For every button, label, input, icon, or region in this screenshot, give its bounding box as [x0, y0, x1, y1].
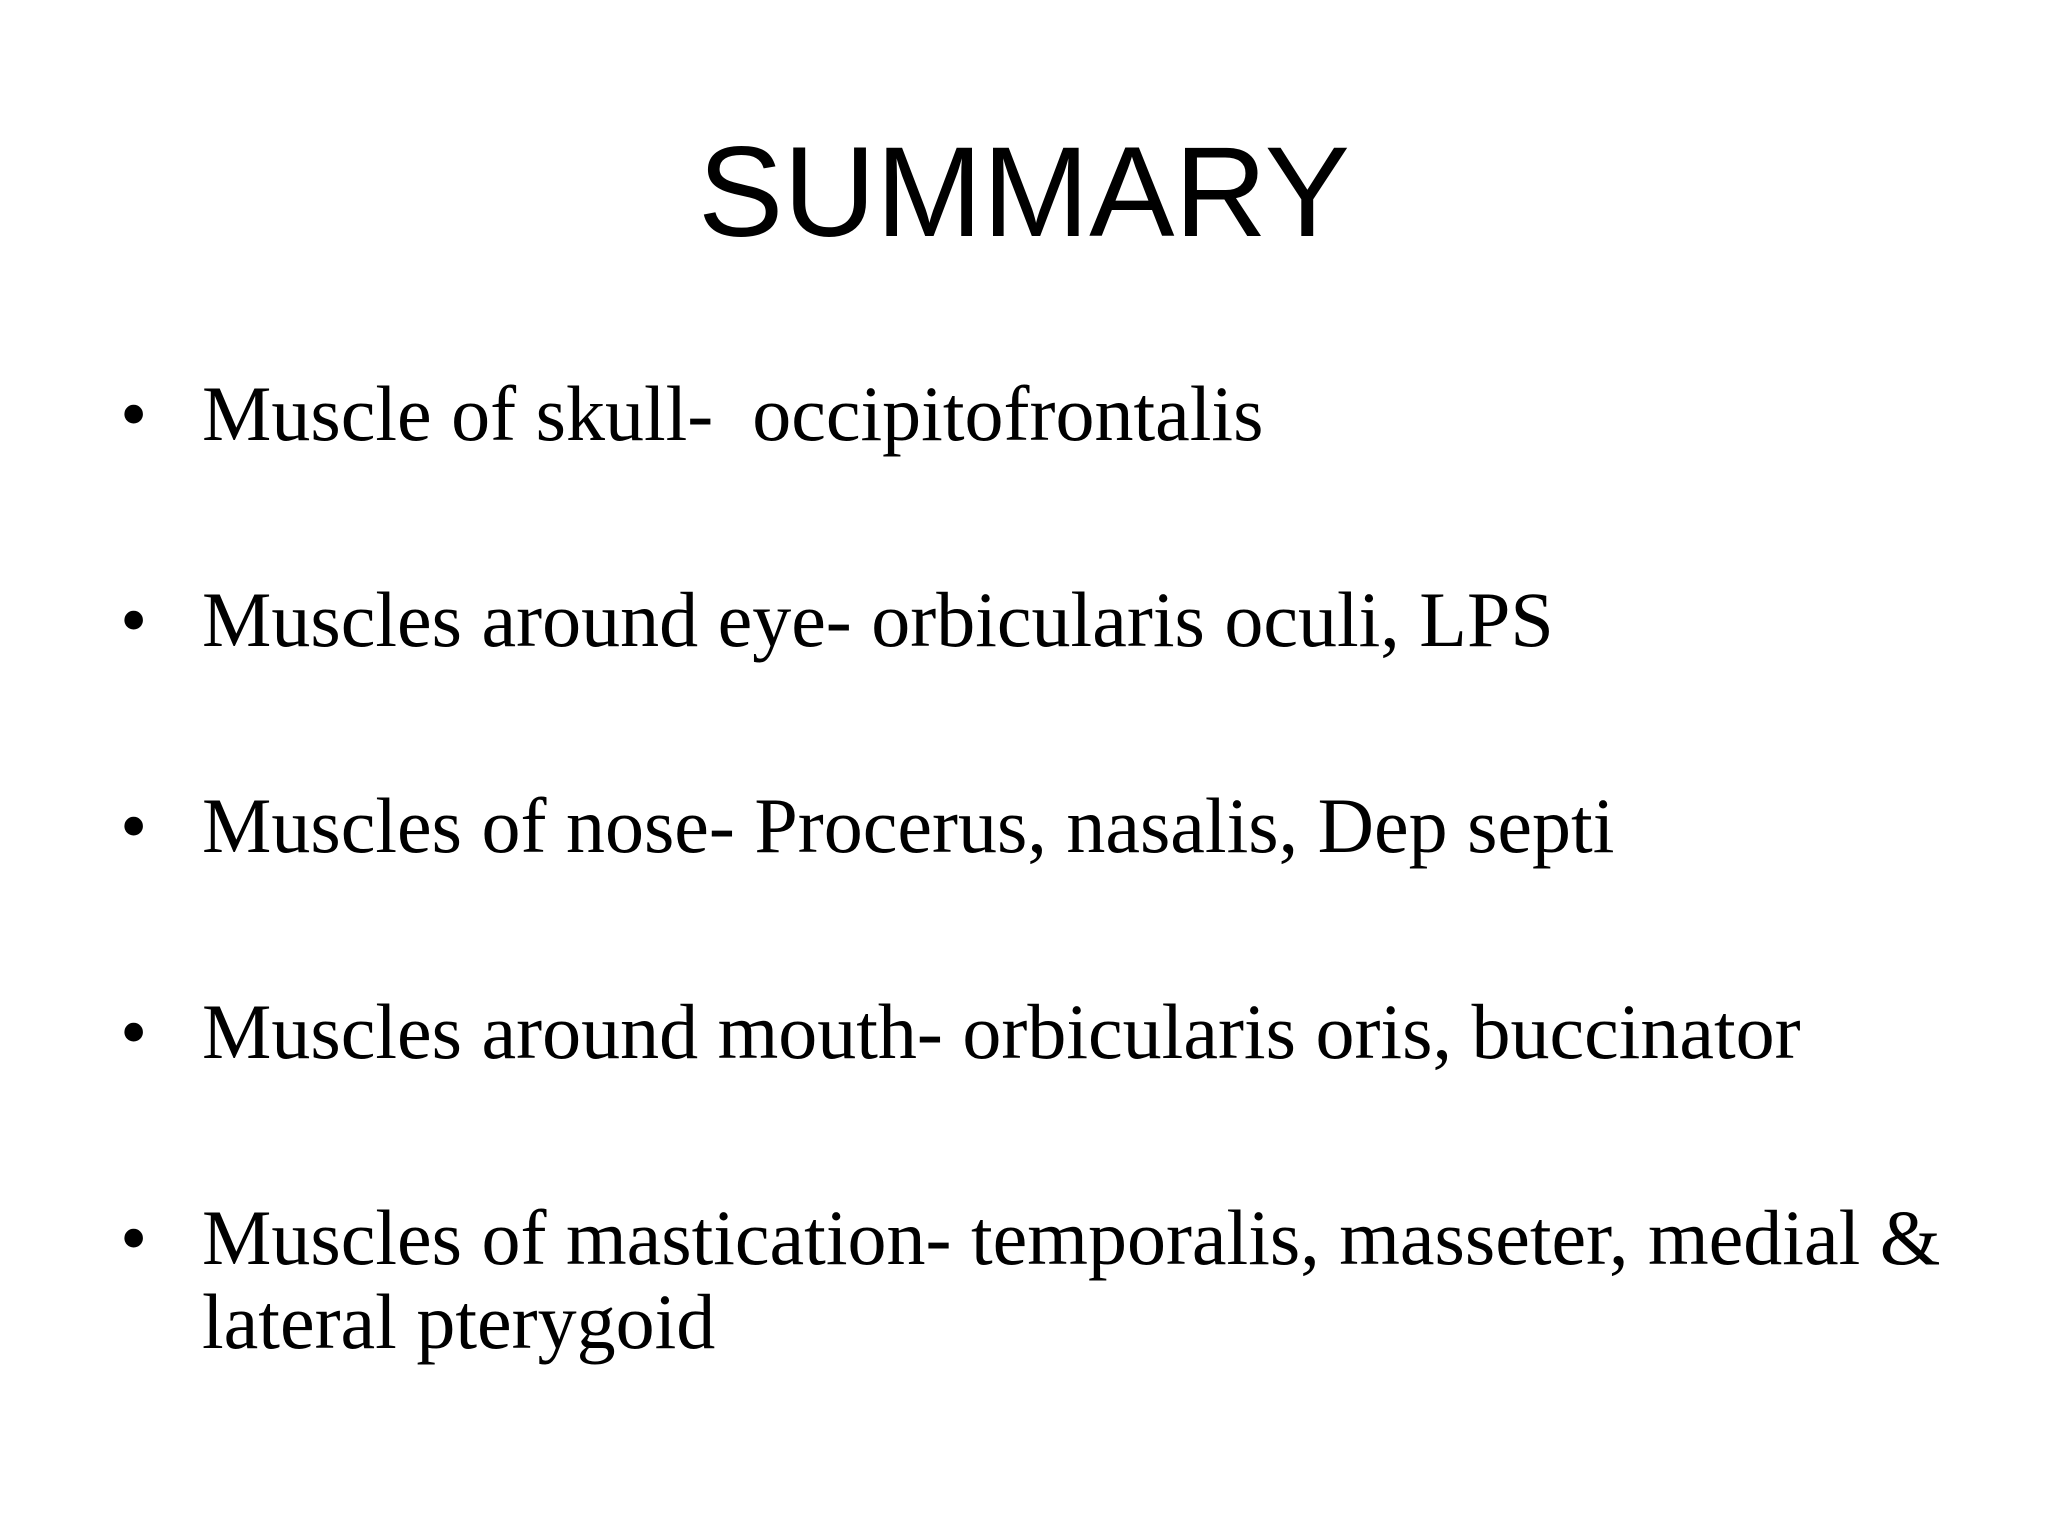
bullet-item — [120, 372, 1960, 456]
bullet-text: Muscles of mastication- temporalis, masseter, medial & lateral pterygoid — [202, 1194, 1960, 1365]
bullet-text: Muscles around eye- orbicularis oculi, LPS — [202, 576, 1554, 663]
bullet-item — [120, 578, 1960, 662]
bullet-text: Muscle of skull- occipitofrontalis — [202, 370, 1264, 457]
bullet-item — [120, 990, 1960, 1074]
bullet-dot-icon: • — [120, 782, 148, 869]
bullet-dot-icon: • — [120, 370, 148, 457]
bullet-item — [120, 784, 1960, 868]
bullet-text: Muscles around mouth- orbicularis oris, buccinator — [202, 988, 1801, 1075]
bullet-dot-icon: • — [120, 988, 148, 1075]
bullet-text: Muscles of nose- Procerus, nasalis, Dep septi — [202, 782, 1615, 869]
bullet-item — [120, 1196, 1960, 1364]
bullet-dot-icon: • — [120, 576, 148, 663]
slide-title: SUMMARY — [698, 121, 1350, 264]
bullet-dot-icon: • — [120, 1194, 148, 1281]
